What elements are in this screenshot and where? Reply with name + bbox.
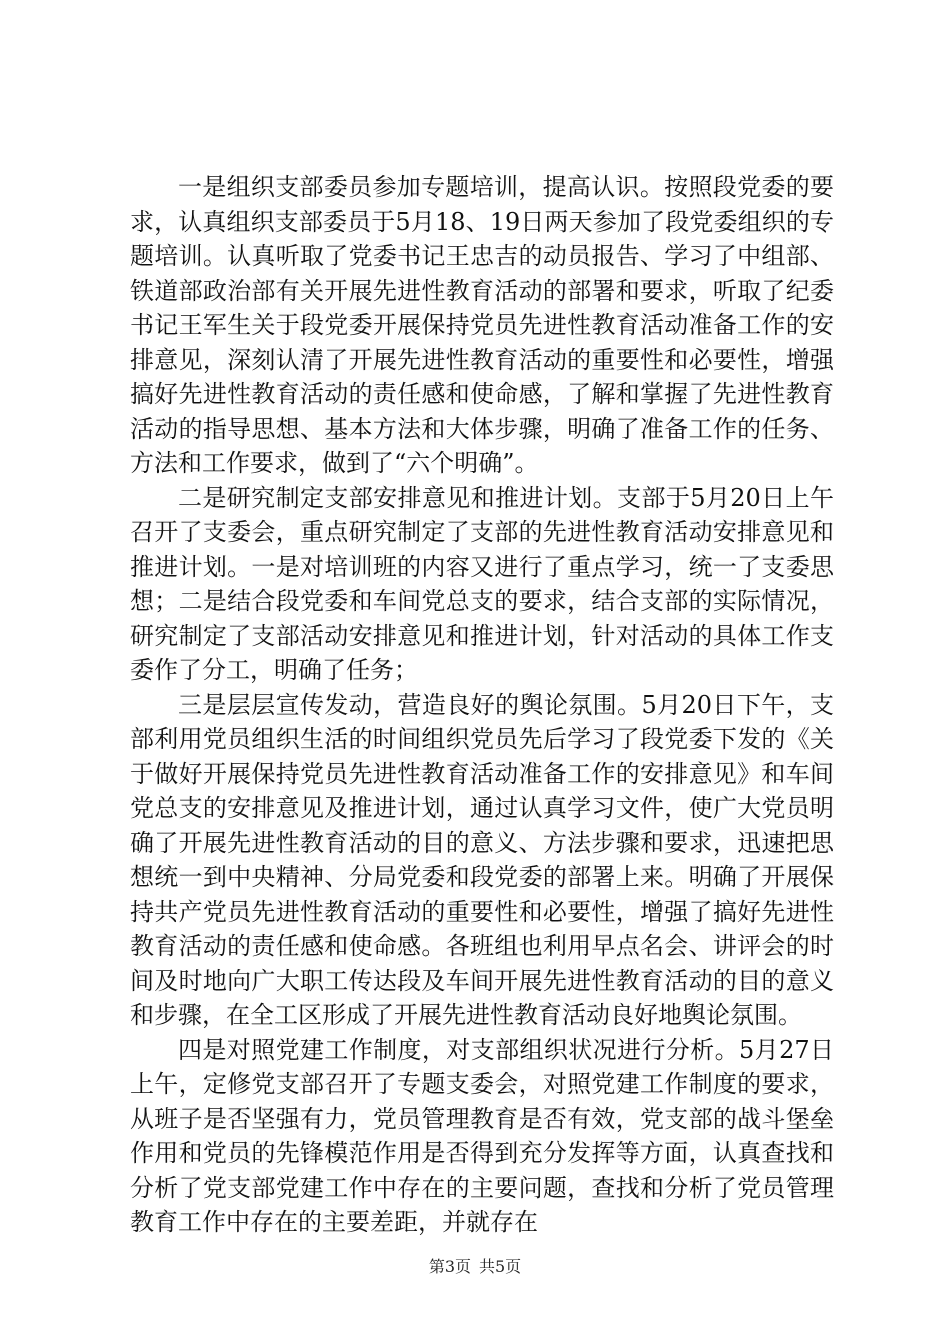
page-number: 第3页: [428, 1257, 471, 1276]
document-body: [130, 170, 834, 1240]
page-footer: [0, 1257, 950, 1277]
paragraph-1: 一是组织支部委员参加专题培训，提高认识。按照段党委的要求，认真组织支部委员于5月18、19日两天参加了段党委组织的专题培训。认真听取了党委书记王忠吉的动员报告、学习了中组部、铁道部政治部有关开展先进性教育活动的部署和要求，听取了纪委书记王军生关于段党委开展保持党员先进性教育活动准备工作的安排意见，深刻认清了开展先进性教育活动的重要性和必要性，增强搞好先进性教育活动的责任感和使命感，了解和掌握了先进性教育活动的指导思想、基本方法和大体步骤，明确了准备工作的任务、方法和工作要求，做到了“六个明确”。: [130, 173, 834, 477]
page-total: 共5页: [479, 1257, 522, 1276]
paragraph-4: 四是对照党建工作制度，对支部组织状况进行分析。5月27日上午，定修党支部召开了专题支委会，对照党建工作制度的要求，从班子是否坚强有力，党员管理教育是否有效，党支部的战斗堡垒作用和党员的先锋模范作用是否得到充分发挥等方面，认真查找和分析了党支部党建工作中存在的主要问题，查找和分析了党员管理教育工作中存在的主要差距，并就存在: [130, 1035, 834, 1236]
paragraph-3: 三是层层宣传发动，营造良好的舆论氛围。5月20日下午，支部利用党员组织生活的时间组织党员先后学习了段党委下发的《关于做好开展保持党员先进性教育活动准备工作的安排意见》和车间党总支的安排意见及推进计划，通过认真学习文件，使广大党员明确了开展先进性教育活动的目的意义、方法步骤和要求，迅速把思想统一到中央精神、分局党委和段党委的部署上来。明确了开展保持共产党员先进性教育活动的重要性和必要性，增强了搞好先进性教育活动的责任感和使命感。各班组也利用早点名会、讲评会的时间及时地向广大职工传达段及车间开展先进性教育活动的目的意义和步骤，在全工区形成了开展先进性教育活动良好地舆论氛围。: [130, 690, 834, 1029]
paragraph-2: 二是研究制定支部安排意见和推进计划。支部于5月20日上午召开了支委会，重点研究制定了支部的先进性教育活动安排意见和推进计划。一是对培训班的内容又进行了重点学习，统一了支委思想；二是结合段党委和车间党总支的要求，结合支部的实际情况，研究制定了支部活动安排意见和推进计划，针对活动的具体工作支委作了分工，明确了任务；: [130, 483, 834, 684]
